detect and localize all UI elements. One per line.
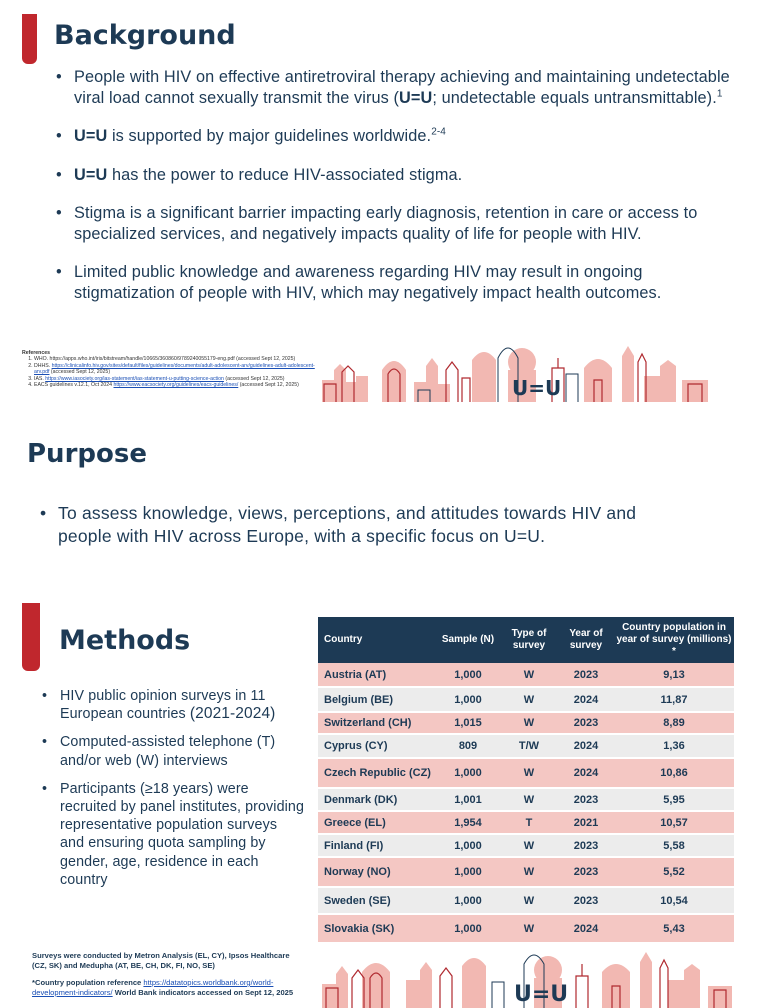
reference-item: 1. WHO. https://apps.who.int/iris/bitstream/handle/10665/360860/9789240055179-eng.pdf (accessed Sept 12, 2025) bbox=[34, 356, 322, 362]
methods-accent-bar bbox=[22, 603, 40, 671]
background-accent-bar bbox=[22, 14, 37, 64]
table-row: Czech Republic (CZ) 1,000 W 2024 10,86 bbox=[318, 758, 734, 788]
table-row: Cyprus (CY) 809 T/W 2024 1,36 bbox=[318, 734, 734, 758]
table-row: Austria (AT) 1,000 W 2023 9,13 bbox=[318, 663, 734, 687]
header-sample: Sample (N) bbox=[436, 617, 500, 663]
header-year: Year of survey bbox=[558, 617, 614, 663]
methods-bullet-1: • HIV public opinion surveys in 11 European countries (2021-2024) bbox=[42, 687, 304, 723]
table-row: Sweden (SE) 1,000 W 2023 10,54 bbox=[318, 887, 734, 914]
table-row: Slovakia (SK) 1,000 W 2024 5,43 bbox=[318, 914, 734, 943]
u-equals-u-label: U=U bbox=[512, 376, 562, 400]
reference-link[interactable]: https://clinicalinfo.hiv.gov/sites/default/files/guidelines/documents/adult-adolescent-arv/guidelines-adult-adolescent-arv.pdf bbox=[34, 362, 315, 376]
reference-link[interactable]: https://www.iasociety.org/ias-statement/ias-statement-u-putting-science-action bbox=[45, 375, 224, 382]
reference-item: 4. EACS guidelines v.12.1, Oct 2024 https://www.eacsociety.org/guidelines/eacs-guidelines/ (accessed Sept 12, 2025) bbox=[34, 382, 322, 388]
city-skyline-illustration-bottom bbox=[322, 950, 732, 1008]
purpose-bullets bbox=[40, 502, 640, 547]
purpose-bullet: • To assess knowledge, views, perceptions, and attitudes towards HIV and people with HIV across Europe, with a specific focus on U=U. bbox=[40, 502, 640, 547]
table-row: Belgium (BE) 1,000 W 2024 11,87 bbox=[318, 687, 734, 712]
table-row: Greece (EL) 1,954 T 2021 10,57 bbox=[318, 811, 734, 834]
background-bullet-2: • U=U is supported by major guidelines worldwide.$^{2-4}$ bbox=[56, 126, 736, 147]
background-title: Background bbox=[54, 20, 236, 51]
background-bullet-5: • Limited public knowledge and awareness regarding HIV may result in ongoing stigmatization of people with HIV, which may negatively impact health outcomes. bbox=[56, 262, 736, 303]
background-bullets bbox=[56, 67, 736, 321]
survey-providers-note: Surveys were conducted by Metron Analysis (EL, CY), Ipsos Healthcare (CZ, SK) and Medupha (AT, BE, CH, DK, FI, NO, SE) bbox=[32, 951, 290, 970]
table-row: Finland (FI) 1,000 W 2023 5,58 bbox=[318, 834, 734, 857]
references-heading: References bbox=[22, 350, 50, 356]
table-row: Norway (NO) 1,000 W 2023 5,52 bbox=[318, 857, 734, 887]
reference-item: 2. DHHS. https://clinicalinfo.hiv.gov/sites/default/files/guidelines/documents/adult-adolescent-arv/guidelines-adult-adolescent-arv.pdf (accessed Sept 12, 2025) bbox=[34, 363, 322, 376]
background-bullet-4: • Stigma is a significant barrier impacting early diagnosis, retention in care or access to specialized services, and negatively impacts quality of life for people with HIV. bbox=[56, 203, 736, 244]
table-row: Switzerland (CH) 1,015 W 2023 8,89 bbox=[318, 712, 734, 734]
city-skyline-illustration bbox=[322, 340, 708, 402]
methods-bullet-3: • Participants (≥18 years) were recruited by panel institutes, providing representative population surveys and ensuring quota sampling by gender, age, residence in each country bbox=[42, 780, 304, 889]
u-equals-u-label-bottom: U=U bbox=[514, 982, 569, 1007]
header-type: Type of survey bbox=[500, 617, 558, 663]
reference-link[interactable]: https://www.eacsociety.org/guidelines/eacs-guidelines/ bbox=[113, 382, 239, 389]
population-reference-note: *Country population reference https://datatopics.worldbank.org/world-development-indicators/ World Bank indicators accessed on Sept 12, 2025 bbox=[32, 978, 294, 997]
header-country: Country bbox=[318, 617, 436, 663]
purpose-title: Purpose bbox=[27, 439, 147, 469]
table-header-row bbox=[318, 617, 734, 663]
background-bullet-1: • People with HIV on effective antiretroviral therapy achieving and maintaining undetectable viral load cannot sexually transmit the virus (U=U; undetectable equals untransmittable).$^1$ bbox=[56, 67, 736, 108]
reference-item: 3. IAS. https://www.iasociety.org/ias-statement/ias-statement-u-putting-science-action (accessed Sept 12, 2025) bbox=[34, 376, 322, 382]
background-bullet-3: • U=U has the power to reduce HIV-associated stigma. bbox=[56, 165, 736, 186]
worldbank-link[interactable]: https://datatopics.worldbank.org/world-development-indicators/ bbox=[32, 978, 274, 997]
methods-bullet-2: • Computed-assisted telephone (T) and/or web (W) interviews bbox=[42, 733, 304, 769]
methods-title: Methods bbox=[59, 625, 191, 656]
references bbox=[22, 350, 322, 388]
table-row: Denmark (DK) 1,001 W 2023 5,95 bbox=[318, 788, 734, 811]
survey-table bbox=[318, 617, 734, 944]
header-population: Country population in year of survey (millions) * bbox=[614, 617, 734, 663]
methods-bullets bbox=[42, 687, 304, 899]
